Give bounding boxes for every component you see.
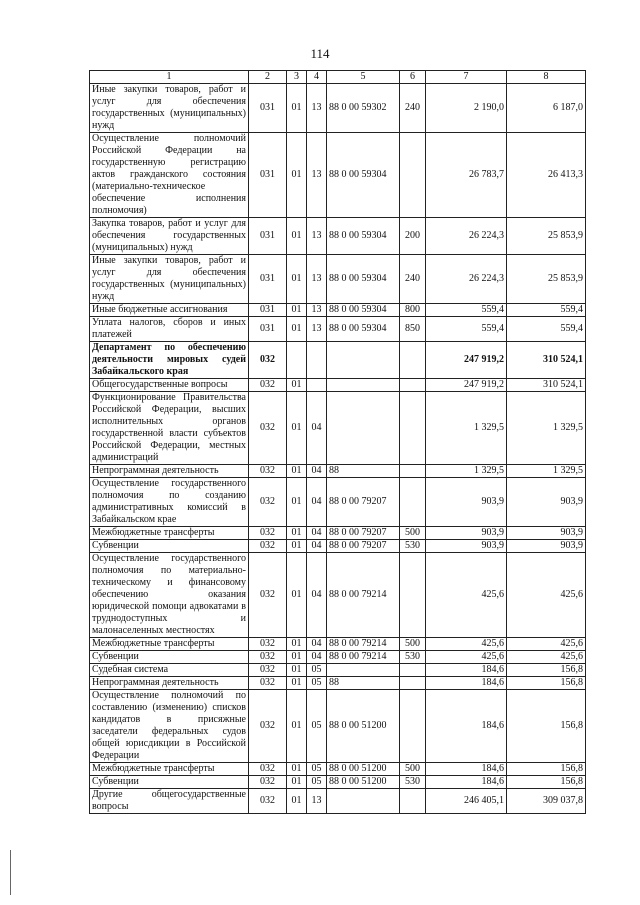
admin-code-cell: 032	[249, 789, 287, 814]
section-cell: 01	[287, 478, 307, 527]
admin-code-cell: 032	[249, 465, 287, 478]
expense-type-cell	[400, 664, 426, 677]
section-cell: 01	[287, 776, 307, 789]
admin-code-cell: 031	[249, 218, 287, 255]
amount-year-2-cell: 309 037,8	[507, 789, 586, 814]
amount-year-2-cell: 903,9	[507, 527, 586, 540]
admin-code-cell: 032	[249, 690, 287, 763]
expense-type-cell	[400, 465, 426, 478]
amount-year-1-cell: 184,6	[426, 690, 507, 763]
amount-year-1-cell: 26 224,3	[426, 255, 507, 304]
target-article-cell: 88 0 00 59304	[327, 304, 400, 317]
expense-type-cell: 500	[400, 763, 426, 776]
expense-type-cell	[400, 478, 426, 527]
subsection-cell	[307, 379, 327, 392]
amount-year-1-cell: 184,6	[426, 776, 507, 789]
table-row	[90, 776, 586, 789]
row-name-cell: Иные бюджетные ассигнования	[90, 304, 249, 317]
admin-code-cell: 032	[249, 379, 287, 392]
expense-type-cell: 240	[400, 255, 426, 304]
expense-type-cell	[400, 690, 426, 763]
section-cell: 01	[287, 317, 307, 342]
subsection-cell: 13	[307, 789, 327, 814]
row-name-cell: Непрограммная деятельность	[90, 677, 249, 690]
amount-year-2-cell: 310 524,1	[507, 342, 586, 379]
row-name-cell: Осуществление государственного полномочия по материально-техническому и финансовому обеспечению оказания юридической помощи адвокатами в труднодоступных и малонаселенных местностях	[90, 553, 249, 638]
admin-code-cell: 032	[249, 553, 287, 638]
row-name-cell: Осуществление полномочий Российской Федерации на государственную регистрацию актов гражданского состояния (материально-техническое обеспечение исполнения полномочия)	[90, 133, 249, 218]
header-col-1: 1	[90, 71, 249, 84]
row-name-cell: Непрограммная деятельность	[90, 465, 249, 478]
table-row	[90, 218, 586, 255]
section-cell: 01	[287, 677, 307, 690]
subsection-cell: 04	[307, 527, 327, 540]
amount-year-2-cell: 156,8	[507, 677, 586, 690]
amount-year-1-cell: 903,9	[426, 478, 507, 527]
amount-year-1-cell: 425,6	[426, 553, 507, 638]
table-row	[90, 789, 586, 814]
target-article-cell: 88 0 00 79214	[327, 638, 400, 651]
amount-year-2-cell: 6 187,0	[507, 84, 586, 133]
row-name-cell: Функционирование Правительства Российской Федерации, высших исполнительных органов государственной власти субъектов Российской Федерации, местных администраций	[90, 392, 249, 465]
amount-year-2-cell: 156,8	[507, 690, 586, 763]
amount-year-2-cell: 310 524,1	[507, 379, 586, 392]
target-article-cell: 88 0 00 59302	[327, 84, 400, 133]
amount-year-1-cell: 246 405,1	[426, 789, 507, 814]
row-name-cell: Департамент по обеспечению деятельности мировых судей Забайкальского края	[90, 342, 249, 379]
row-name-cell: Закупка товаров, работ и услуг для обеспечения государственных (муниципальных) нужд	[90, 218, 249, 255]
target-article-cell: 88 0 00 51200	[327, 776, 400, 789]
expense-type-cell: 850	[400, 317, 426, 342]
admin-code-cell: 032	[249, 763, 287, 776]
amount-year-1-cell: 903,9	[426, 527, 507, 540]
target-article-cell: 88 0 00 79207	[327, 478, 400, 527]
table-row	[90, 690, 586, 763]
subsection-cell: 04	[307, 478, 327, 527]
header-col-6: 6	[400, 71, 426, 84]
amount-year-1-cell: 1 329,5	[426, 392, 507, 465]
target-article-cell	[327, 342, 400, 379]
row-name-cell: Другие общегосударственные вопросы	[90, 789, 249, 814]
row-name-cell: Общегосударственные вопросы	[90, 379, 249, 392]
section-cell: 01	[287, 218, 307, 255]
expense-type-cell	[400, 342, 426, 379]
section-cell: 01	[287, 379, 307, 392]
expense-type-cell: 240	[400, 84, 426, 133]
subsection-cell: 04	[307, 392, 327, 465]
amount-year-1-cell: 184,6	[426, 763, 507, 776]
amount-year-1-cell: 247 919,2	[426, 379, 507, 392]
header-col-2: 2	[249, 71, 287, 84]
amount-year-2-cell: 1 329,5	[507, 465, 586, 478]
table-row	[90, 478, 586, 527]
amount-year-1-cell: 559,4	[426, 304, 507, 317]
target-article-cell: 88 0 00 51200	[327, 690, 400, 763]
section-cell: 01	[287, 553, 307, 638]
section-cell: 01	[287, 392, 307, 465]
subsection-cell: 05	[307, 690, 327, 763]
subsection-cell: 04	[307, 540, 327, 553]
target-article-cell	[327, 789, 400, 814]
section-cell: 01	[287, 133, 307, 218]
page-number: 114	[310, 46, 330, 61]
expense-type-cell: 530	[400, 540, 426, 553]
target-article-cell: 88 0 00 59304	[327, 218, 400, 255]
admin-code-cell: 032	[249, 478, 287, 527]
amount-year-2-cell: 25 853,9	[507, 255, 586, 304]
amount-year-2-cell: 156,8	[507, 763, 586, 776]
budget-table	[89, 70, 586, 814]
row-name-cell: Межбюджетные трансферты	[90, 638, 249, 651]
expense-type-cell	[400, 379, 426, 392]
header-col-5: 5	[327, 71, 400, 84]
amount-year-2-cell: 156,8	[507, 664, 586, 677]
table-row	[90, 763, 586, 776]
amount-year-1-cell: 903,9	[426, 540, 507, 553]
expense-type-cell	[400, 789, 426, 814]
subsection-cell	[307, 342, 327, 379]
expense-type-cell: 500	[400, 638, 426, 651]
row-name-cell: Иные закупки товаров, работ и услуг для обеспечения государственных (муниципальных) нужд	[90, 255, 249, 304]
amount-year-1-cell: 184,6	[426, 677, 507, 690]
amount-year-2-cell: 26 413,3	[507, 133, 586, 218]
amount-year-2-cell: 156,8	[507, 776, 586, 789]
header-row	[90, 71, 586, 84]
table-row	[90, 304, 586, 317]
section-cell: 01	[287, 527, 307, 540]
admin-code-cell: 032	[249, 651, 287, 664]
target-article-cell: 88 0 00 59304	[327, 133, 400, 218]
amount-year-2-cell: 25 853,9	[507, 218, 586, 255]
table-row	[90, 553, 586, 638]
target-article-cell: 88	[327, 677, 400, 690]
table-row	[90, 664, 586, 677]
table-row	[90, 638, 586, 651]
subsection-cell: 04	[307, 553, 327, 638]
section-cell: 01	[287, 789, 307, 814]
expense-type-cell: 530	[400, 776, 426, 789]
table-row	[90, 465, 586, 478]
target-article-cell: 88 0 00 59304	[327, 255, 400, 304]
amount-year-1-cell: 425,6	[426, 651, 507, 664]
admin-code-cell: 031	[249, 84, 287, 133]
section-cell: 01	[287, 255, 307, 304]
amount-year-2-cell: 425,6	[507, 553, 586, 638]
target-article-cell: 88 0 00 79207	[327, 527, 400, 540]
admin-code-cell: 032	[249, 677, 287, 690]
expense-type-cell: 200	[400, 218, 426, 255]
target-article-cell	[327, 664, 400, 677]
table-row	[90, 133, 586, 218]
target-article-cell: 88 0 00 51200	[327, 763, 400, 776]
row-name-cell: Осуществление полномочий по составлению (изменению) списков кандидатов в присяжные заседатели федеральных судов общей юрисдикции в Российской Федерации	[90, 690, 249, 763]
amount-year-2-cell: 1 329,5	[507, 392, 586, 465]
subsection-cell: 05	[307, 763, 327, 776]
row-name-cell: Уплата налогов, сборов и иных платежей	[90, 317, 249, 342]
amount-year-2-cell: 903,9	[507, 540, 586, 553]
subsection-cell: 13	[307, 218, 327, 255]
admin-code-cell: 032	[249, 638, 287, 651]
row-name-cell: Межбюджетные трансферты	[90, 527, 249, 540]
amount-year-2-cell: 425,6	[507, 651, 586, 664]
expense-type-cell: 500	[400, 527, 426, 540]
table-row	[90, 677, 586, 690]
table-row	[90, 527, 586, 540]
expense-type-cell	[400, 677, 426, 690]
header-col-3: 3	[287, 71, 307, 84]
amount-year-2-cell: 559,4	[507, 304, 586, 317]
header-col-4: 4	[307, 71, 327, 84]
header-col-7: 7	[426, 71, 507, 84]
expense-type-cell: 530	[400, 651, 426, 664]
target-article-cell: 88	[327, 465, 400, 478]
row-name-cell: Судебная система	[90, 664, 249, 677]
admin-code-cell: 031	[249, 133, 287, 218]
row-name-cell: Межбюджетные трансферты	[90, 763, 249, 776]
table-row	[90, 255, 586, 304]
row-name-cell: Субвенции	[90, 651, 249, 664]
table-row	[90, 379, 586, 392]
expense-type-cell	[400, 392, 426, 465]
admin-code-cell: 031	[249, 304, 287, 317]
section-cell: 01	[287, 664, 307, 677]
table-row	[90, 651, 586, 664]
margin-mark	[10, 850, 11, 895]
target-article-cell	[327, 392, 400, 465]
section-cell: 01	[287, 651, 307, 664]
subsection-cell: 13	[307, 133, 327, 218]
subsection-cell: 13	[307, 84, 327, 133]
row-name-cell: Иные закупки товаров, работ и услуг для обеспечения государственных (муниципальных) нужд	[90, 84, 249, 133]
table-row	[90, 392, 586, 465]
admin-code-cell: 031	[249, 317, 287, 342]
target-article-cell: 88 0 00 79214	[327, 553, 400, 638]
subsection-cell: 13	[307, 317, 327, 342]
subsection-cell: 05	[307, 776, 327, 789]
section-cell	[287, 342, 307, 379]
table-row	[90, 540, 586, 553]
expense-type-cell	[400, 133, 426, 218]
section-cell: 01	[287, 304, 307, 317]
subsection-cell: 13	[307, 255, 327, 304]
admin-code-cell: 032	[249, 342, 287, 379]
admin-code-cell: 032	[249, 664, 287, 677]
target-article-cell: 88 0 00 79214	[327, 651, 400, 664]
subsection-cell: 05	[307, 664, 327, 677]
expense-type-cell: 800	[400, 304, 426, 317]
target-article-cell: 88 0 00 79207	[327, 540, 400, 553]
admin-code-cell: 031	[249, 255, 287, 304]
amount-year-2-cell: 425,6	[507, 638, 586, 651]
subsection-cell: 04	[307, 638, 327, 651]
section-cell: 01	[287, 84, 307, 133]
target-article-cell: 88 0 00 59304	[327, 317, 400, 342]
section-cell: 01	[287, 540, 307, 553]
admin-code-cell: 032	[249, 527, 287, 540]
amount-year-2-cell: 903,9	[507, 478, 586, 527]
amount-year-1-cell: 26 783,7	[426, 133, 507, 218]
header-col-8: 8	[507, 71, 586, 84]
subsection-cell: 13	[307, 304, 327, 317]
target-article-cell	[327, 379, 400, 392]
table-row	[90, 342, 586, 379]
amount-year-2-cell: 559,4	[507, 317, 586, 342]
section-cell: 01	[287, 638, 307, 651]
amount-year-1-cell: 2 190,0	[426, 84, 507, 133]
row-name-cell: Субвенции	[90, 776, 249, 789]
admin-code-cell: 032	[249, 776, 287, 789]
section-cell: 01	[287, 465, 307, 478]
section-cell: 01	[287, 763, 307, 776]
subsection-cell: 05	[307, 677, 327, 690]
admin-code-cell: 032	[249, 540, 287, 553]
row-name-cell: Осуществление государственного полномочия по созданию административных комиссий в Забайкальском крае	[90, 478, 249, 527]
section-cell: 01	[287, 690, 307, 763]
table-row	[90, 317, 586, 342]
subsection-cell: 04	[307, 651, 327, 664]
subsection-cell: 04	[307, 465, 327, 478]
amount-year-1-cell: 247 919,2	[426, 342, 507, 379]
amount-year-1-cell: 26 224,3	[426, 218, 507, 255]
admin-code-cell: 032	[249, 392, 287, 465]
expense-type-cell	[400, 553, 426, 638]
amount-year-1-cell: 425,6	[426, 638, 507, 651]
table-row	[90, 84, 586, 133]
row-name-cell: Субвенции	[90, 540, 249, 553]
amount-year-1-cell: 1 329,5	[426, 465, 507, 478]
amount-year-1-cell: 184,6	[426, 664, 507, 677]
amount-year-1-cell: 559,4	[426, 317, 507, 342]
